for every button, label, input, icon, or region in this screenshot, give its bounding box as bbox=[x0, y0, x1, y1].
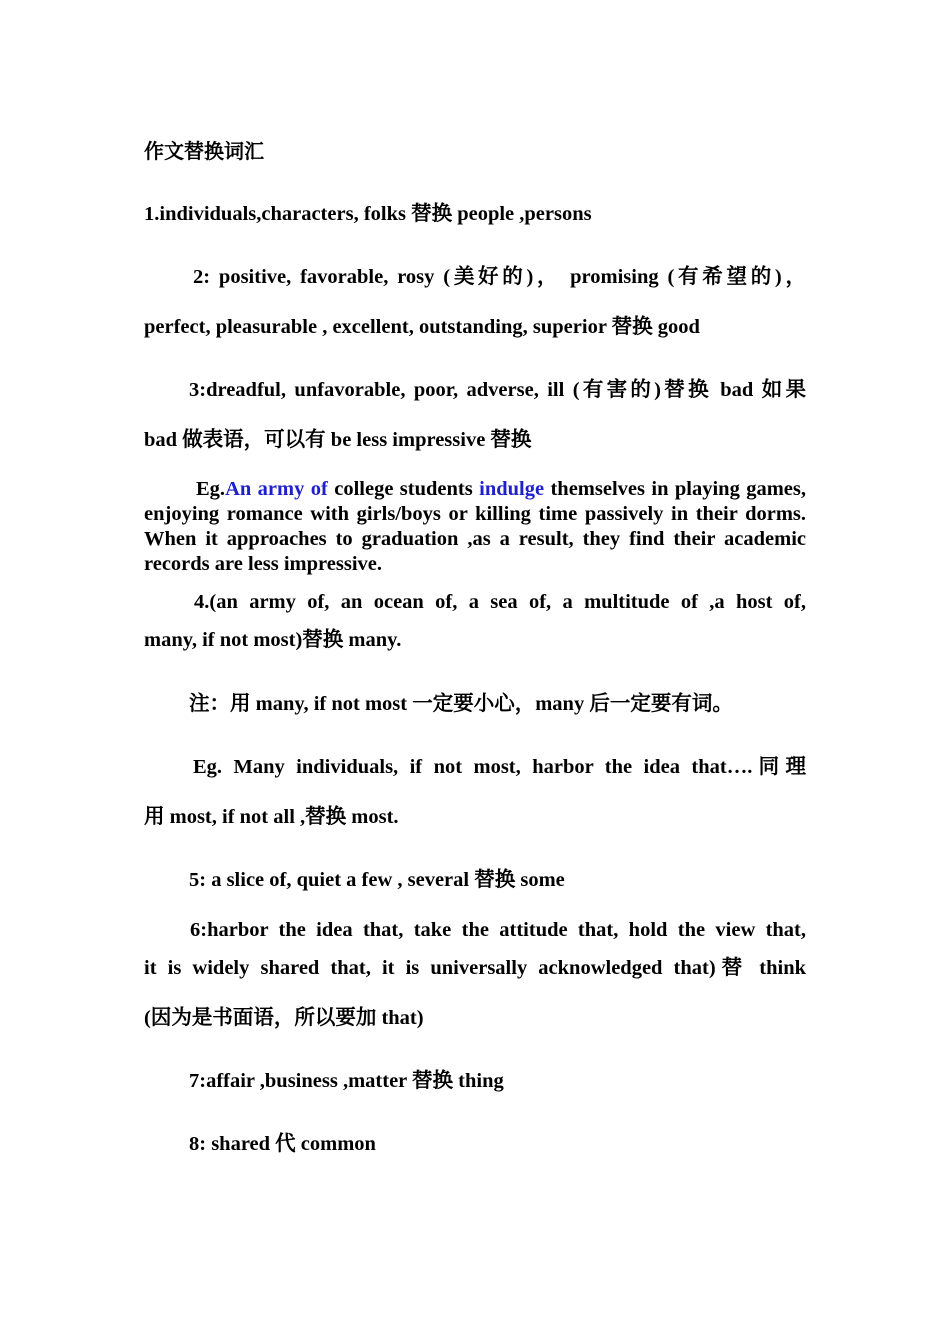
item-1-line: 1.individuals,characters, folks 替换 people ,persons bbox=[144, 203, 592, 225]
item-2-line-a: 2: positive, favorable, rosy (美好的)， promising (有希望的)， bbox=[193, 266, 806, 288]
item-6-line-a: 6:harbor the idea that, take the attitude that, hold the view that, bbox=[190, 919, 806, 941]
item-6-line-c: (因为是书面语，所以要加 that) bbox=[144, 1007, 424, 1029]
example-1-highlight-2: indulge bbox=[479, 478, 545, 500]
item-4-line-b: many, if not most)替换 many. bbox=[144, 629, 402, 651]
item-6-line-b: it is widely shared that, it is universally acknowledged that)替 think bbox=[144, 957, 806, 979]
example-2-line-b: 用 most, if not all ,替换 most. bbox=[144, 806, 399, 828]
example-1-paragraph bbox=[144, 477, 806, 577]
example-1-rest: themselves in playing games, enjoying romance with girls/boys or killing time passively in their dorms. When it approaches to graduation ,as a result, they find their academic records are less impressive. bbox=[144, 478, 806, 575]
item-2-line-b: perfect, pleasurable , excellent, outstanding, superior 替换 good bbox=[144, 316, 700, 338]
item-4-line-a: 4.(an army of, an ocean of, a sea of, a multitude of ,a host of, bbox=[194, 591, 806, 613]
example-1-mid: college students bbox=[327, 478, 480, 500]
item-7-line: 7:affair ,business ,matter 替换 thing bbox=[189, 1070, 504, 1092]
note-line: 注：用 many, if not most 一定要小心，many 后一定要有词。 bbox=[189, 693, 733, 715]
example-1-prefix: Eg. bbox=[196, 478, 226, 500]
item-5-line: 5: a slice of, quiet a few , several 替换 some bbox=[189, 869, 565, 891]
example-2-line-a: Eg. Many individuals, if not most, harbor the idea that….同理 bbox=[193, 756, 806, 778]
item-8-line: 8: shared 代 common bbox=[189, 1133, 376, 1155]
document-title: 作文替换词汇 bbox=[144, 139, 264, 163]
example-1-highlight-1: An army of bbox=[225, 478, 328, 500]
item-3-line-b: bad 做表语，可以有 be less impressive 替换 bbox=[144, 429, 532, 451]
item-3-line-a: 3:dreadful, unfavorable, poor, adverse, ill (有害的)替换 bad 如果 bbox=[189, 379, 806, 401]
